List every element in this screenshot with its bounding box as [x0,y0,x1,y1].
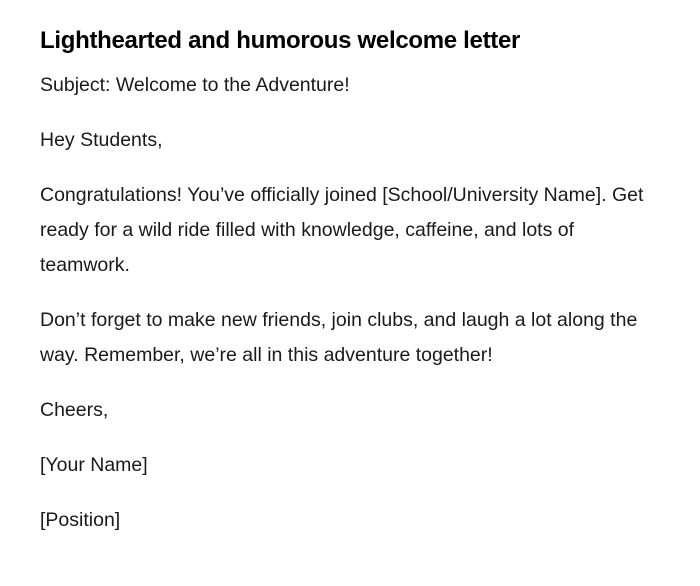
letter-signature-name: [Your Name] [40,454,148,476]
letter-paragraph-1: Congratulations! You’ve officially joined [School/University Name]. Get ready for a wild ride filled with knowledge, caffeine, and lots of teamwork. [40,184,644,276]
letter-signature-position: [Position] [40,509,121,531]
letter-document [40,22,650,558]
letter-closing: Cheers, [40,399,109,421]
letter-paragraph-2: Don’t forget to make new friends, join clubs, and laugh a lot along the way. Remember, we’re all in this adventure together! [40,309,638,366]
letter-subject: Subject: Welcome to the Adventure! [40,74,350,96]
letter-greeting: Hey Students, [40,129,163,151]
letter-title: Lighthearted and humorous welcome letter [40,27,521,54]
